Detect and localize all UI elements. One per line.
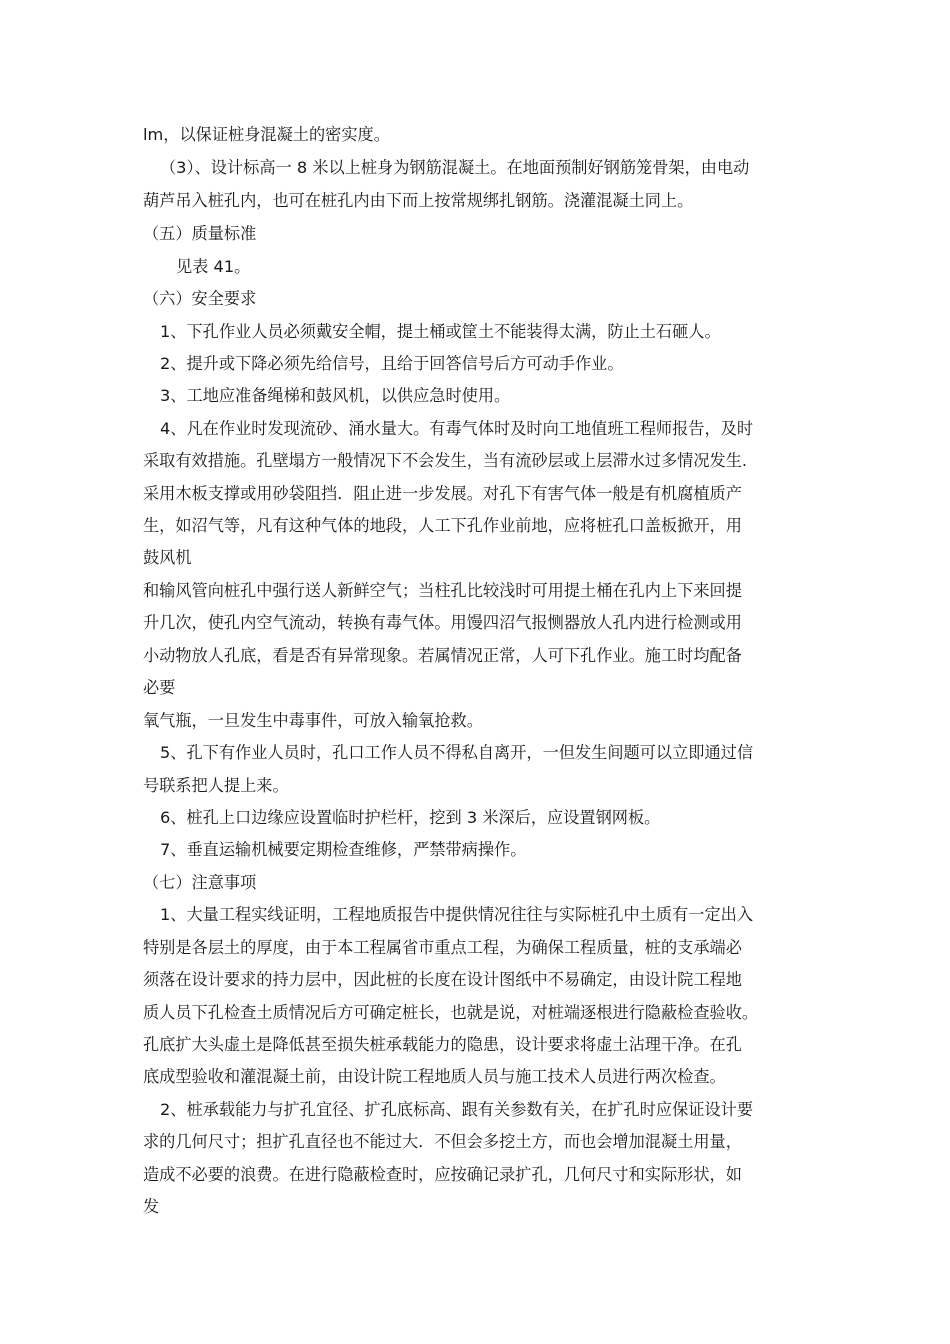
text-line: 必要 [143,678,176,697]
text-line: 葫芦吊入桩孔内，也可在桩孔内由下而上按常规绑扎钢筋。浇灌混凝土同上。 [143,191,694,210]
section-heading: （六）安全要求 [143,289,257,308]
text-line: 质人员下孔检查土质情况后方可确定桩长，也就是说，对桩端逐根进行隐蔽检查验收。 [143,1003,759,1022]
text-line: 生，如沼气等，凡有这种气体的地段，人工下孔作业前地，应将桩孔口盖板掀开，用 [143,516,742,535]
text-line: 5、孔下有作业人员时，孔口工作人员不得私自离开，一但发生间题可以立即通过信 [160,743,754,762]
text-line: 氧气瓶，一旦发生中毒事件，可放入输氧抢救。 [143,711,483,730]
text-line: 求的几何尺寸；担扩孔直径也不能过大．不但会多挖土方，而也会增加混凝土用量， [143,1132,742,1151]
text-line: 2、提升或下降必须先给信号，且给于回答信号后方可动手作业。 [160,354,624,373]
text-line: 升几次，使孔内空气流动，转换有毒气体。用馒四沼气报恻器放人孔内进行检测或用 [143,613,742,632]
text-line: 6、桩孔上口边缘应设置临时护栏杆，挖到 3 米深后，应设置钢网板。 [160,808,661,827]
text-line: 鼓风机 [143,548,192,567]
text-line: 1、大量工程实线证明，工程地质报告中提供情况往往与实际桩孔中土质有一定出入 [160,905,754,924]
text-line: 造成不必要的浪费。在进行隐蔽检查时，应按确记录扩孔，几何尺寸和实际形状，如 [143,1165,742,1184]
text-line: 和输风管向桩孔中强行送人新鲜空气；当柱孔比较浅时可用提土桶在孔内上下来回提 [143,581,742,600]
section-heading: （七）注意事项 [143,873,257,892]
text-line: 采取有效措施。孔壁塌方一般情况下不会发生，当有流砂层或上层滞水过多情况发生. [143,451,748,470]
text-line: 3、工地应准备绳梯和鼓风机，以供应急时使用。 [160,386,511,405]
text-line: lm，以保证桩身混凝土的密实度。 [143,125,390,144]
text-line: 特别是各层土的厚度，由于本工程属省市重点工程，为确保工程质量，桩的支承端必 [143,938,742,957]
text-line: 7、垂直运输机械要定期检查维修，严禁带病操作。 [160,840,527,859]
text-line: 2、桩承载能力与扩孔宜径、扩孔底标高、跟有关参数有关，在扩孔时应保证设计要 [160,1100,754,1119]
text-line: 采用木板支撑或用砂袋阻挡．阻止进一步发展。对孔下有害气体一般是有机腐植质产 [143,484,742,503]
text-line: 小动物放人孔底，看是否有异常现象。若属情况正常，人可下孔作业。施工时均配备 [143,646,742,665]
text-line: 发 [143,1197,160,1216]
text-line: 见表 41。 [176,257,251,276]
text-line: 4、凡在作业时发现流砂、涌水量大。有毒气体时及时向工地值班工程师报告，及时 [160,419,754,438]
text-line: 孔底扩大头虚土是降低甚至损失桩承载能力的隐患，设计要求将虚土沾理干净。在孔 [143,1035,742,1054]
text-line: 须落在设计要求的持力层中，因此桩的长度在设计图纸中不易确定，由设计院工程地 [143,970,742,989]
text-line: （3）、设计标高一 8 米以上桩身为钢筋混凝土。在地面预制好钢筋笼骨架，由电动 [160,158,750,177]
text-line: 号联系把人提上来。 [143,776,289,795]
text-line: 1、下孔作业人员必须戴安全帽，提土桶或筐土不能装得太满，防止土石砸人。 [160,322,721,341]
section-heading: （五）质量标准 [143,224,257,243]
text-line: 底成型验收和灌混凝土前，由设计院工程地质人员与施工技术人员进行两次检查。 [143,1067,726,1086]
